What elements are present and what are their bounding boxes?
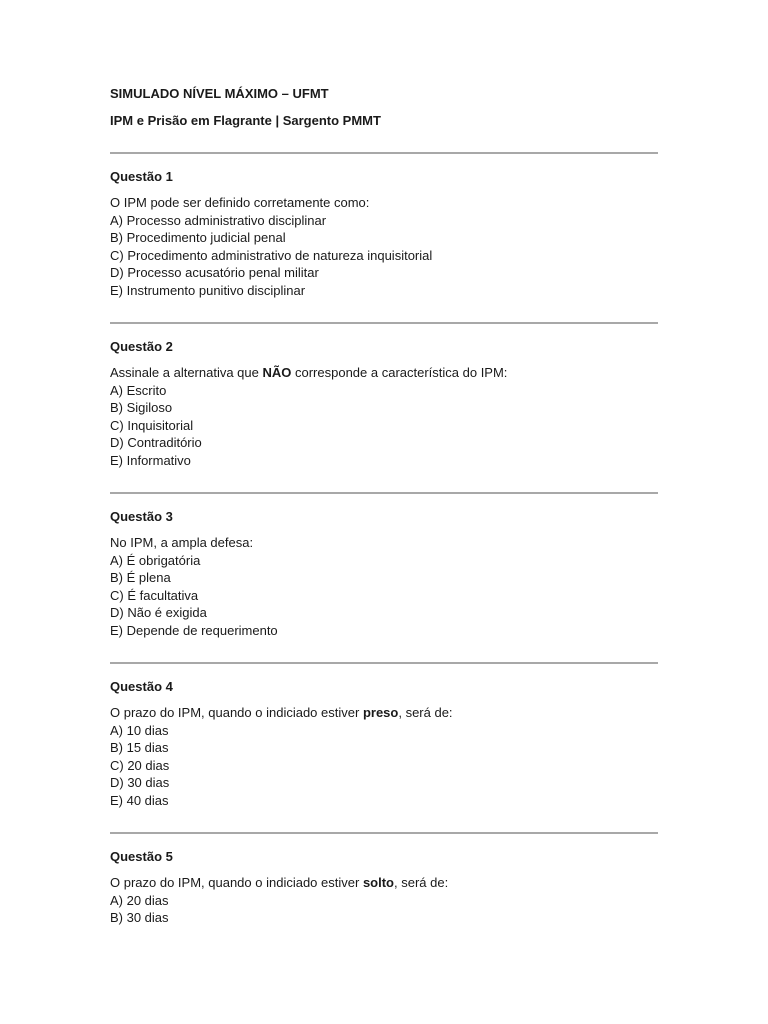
document-title: SIMULADO NÍVEL MÁXIMO – UFMT [110,86,329,101]
question-4 [110,678,658,810]
question-5 [110,848,658,927]
option-d: D) Não é exigida [110,605,207,621]
divider [110,832,658,834]
question-stem [110,704,658,722]
option-c: C) Procedimento administrativo de natureza inquisitorial [110,247,433,263]
option-b: B) 30 dias [110,910,169,926]
question-title: Questão 4 [110,679,173,694]
question-1 [110,168,658,300]
question-2 [110,338,658,470]
question-stem [110,534,658,552]
option-d: D) 30 dias [110,775,170,791]
option-a: A) 20 dias [110,892,169,908]
option-b: B) Sigiloso [110,400,173,416]
question-stem [110,194,658,212]
stem-emphasis: NÃO [262,365,292,380]
stem-text-end: corresponde a característica do IPM: [291,365,508,380]
question-title: Questão 5 [110,849,173,864]
stem-text: O prazo do IPM, quando o indiciado estiver [110,705,363,720]
stem-emphasis: solto [362,875,394,890]
option-c: C) É facultativa [110,587,199,603]
document-header [110,85,658,129]
divider [110,152,658,154]
question-title: Questão 3 [110,509,173,524]
divider [110,662,658,664]
option-d: D) Processo acusatório penal militar [110,265,319,281]
option-e: E) Informativo [110,452,191,468]
question-stem [110,874,658,892]
option-e: E) Depende de requerimento [110,622,278,638]
option-e: E) 40 dias [110,792,169,808]
option-b: B) 15 dias [110,740,169,756]
option-a: A) 10 dias [110,722,169,738]
stem-text-end: , será de: [394,875,449,890]
stem-text: Assinale a alternativa que [110,365,263,380]
option-b: B) É plena [110,570,171,586]
stem-text: No IPM, a ampla defesa: [110,535,254,550]
option-c: C) 20 dias [110,757,170,773]
option-a: A) É obrigatória [110,552,201,568]
question-stem [110,364,658,382]
question-title: Questão 1 [110,169,173,184]
stem-text: O IPM pode ser definido corretamente como: [110,195,370,210]
divider [110,322,658,324]
question-title: Questão 2 [110,339,173,354]
document-subtitle: IPM e Prisão em Flagrante | Sargento PMMT [110,113,381,128]
stem-text: O prazo do IPM, quando o indiciado estiver [110,875,363,890]
stem-emphasis: preso [362,705,399,720]
stem-text-end: , será de: [398,705,453,720]
option-a: A) Escrito [110,382,167,398]
option-a: A) Processo administrativo disciplinar [110,212,327,228]
option-e: E) Instrumento punitivo disciplinar [110,282,306,298]
question-3 [110,508,658,640]
option-d: D) Contraditório [110,435,202,451]
divider [110,492,658,494]
option-c: C) Inquisitorial [110,417,194,433]
option-b: B) Procedimento judicial penal [110,230,286,246]
